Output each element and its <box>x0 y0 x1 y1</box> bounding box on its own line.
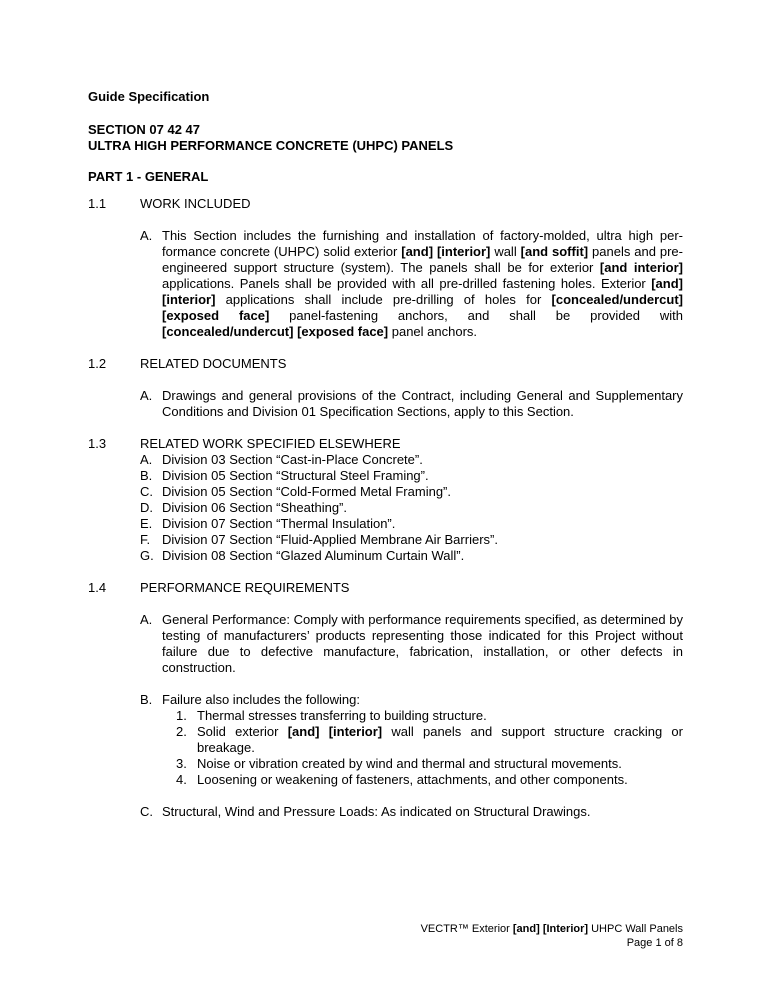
article-number: 1.3 <box>88 436 107 451</box>
paragraph-text <box>162 388 683 420</box>
article-heading <box>88 580 683 596</box>
paragraph-text <box>162 548 683 564</box>
paragraph-label: A. <box>140 612 153 627</box>
article-number: 1.4 <box>88 580 107 595</box>
paragraph-c <box>88 804 683 820</box>
text-run: UHPC Wall Panels <box>588 923 683 935</box>
article-title: RELATED WORK SPECIFIED ELSEWHERE <box>140 436 401 451</box>
article-1-4 <box>88 580 683 820</box>
paragraph-text <box>162 500 683 516</box>
subitem-text <box>197 724 683 756</box>
paragraph-row <box>88 692 683 708</box>
text-run: Loosening or weakening of fasteners, attachments, and other components. <box>197 772 628 787</box>
paragraph-label: C. <box>140 804 153 819</box>
bracketed-option-text: [and interior] <box>599 260 683 275</box>
section-heading <box>88 122 683 154</box>
text-run: Division 07 Section “Fluid-Applied Membrane Air Barriers”. <box>162 532 498 547</box>
text-run: Noise or vibration created by wind and thermal and structural movements. <box>197 756 622 771</box>
bracketed-option-text: [and] [Interior] <box>512 923 589 935</box>
text-run: applications. Panels shall be provided with all pre-drilled fastening holes. Exterior <box>162 276 652 291</box>
paragraph-label: G. <box>140 548 154 563</box>
paragraph-f <box>88 532 683 548</box>
paragraph-row <box>88 228 683 340</box>
footer-page-number: Page 1 of 8 <box>626 937 683 949</box>
text-run: VECTR™ Exterior <box>420 923 513 935</box>
paragraph-e <box>88 516 683 532</box>
doc-title: Guide Specification <box>88 89 210 104</box>
paragraph-a <box>88 452 683 468</box>
paragraph-text <box>162 692 683 708</box>
article-title: RELATED DOCUMENTS <box>140 356 287 371</box>
section-title-line: ULTRA HIGH PERFORMANCE CONCRETE (UHPC) PANELS <box>88 138 454 153</box>
paragraph-label: C. <box>140 484 153 499</box>
text-run: wall <box>490 244 521 259</box>
bracketed-option-text: [and soffit] <box>520 244 589 259</box>
text-run: panels and pre-engineered support structure (system). The panels shall be for exterior <box>162 244 683 275</box>
paragraph-text <box>162 228 683 340</box>
paragraph-c <box>88 484 683 500</box>
text-run: wall panels and support structure cracking or breakage. <box>197 724 683 755</box>
subitem-text <box>197 756 683 772</box>
paragraph-label: D. <box>140 500 153 515</box>
paragraph-g <box>88 548 683 564</box>
paragraph-label: B. <box>140 468 153 483</box>
text-run: Division 03 Section “Cast-in-Place Concrete”. <box>162 452 423 467</box>
text-run: panel anchors. <box>388 324 478 339</box>
article-heading <box>88 356 683 372</box>
subitem-label: 3. <box>176 756 187 771</box>
paragraph-row <box>88 484 683 500</box>
page-footer <box>421 922 683 950</box>
paragraph-a <box>88 228 683 340</box>
document-content <box>88 89 683 836</box>
articles-container <box>88 196 683 820</box>
paragraph-text <box>162 612 683 676</box>
article-1-2 <box>88 356 683 420</box>
paragraph-label: F. <box>140 532 151 547</box>
subitem-3 <box>88 756 683 772</box>
subitem-label: 4. <box>176 772 187 787</box>
text-run: Division 08 Section “Glazed Aluminum Curtain Wall”. <box>162 548 465 563</box>
text-run: Division 05 Section “Structural Steel Framing”. <box>162 468 429 483</box>
text-run: Division 07 Section “Thermal Insulation”. <box>162 516 396 531</box>
text-run: applications shall include pre-drilling of holes for <box>215 292 552 307</box>
text-run: General Performance: Comply with performance requirements specified, as determined by testing of manufacturers’ products representing those indicated for this Project without failure due to defective manufacture, fabrication, installation, or other defects in construction. <box>162 612 683 675</box>
footer-doc-name <box>421 922 683 936</box>
paragraph-b <box>88 692 683 788</box>
paragraph-row <box>88 516 683 532</box>
paragraph-a <box>88 388 683 420</box>
paragraph-row <box>88 452 683 468</box>
subitem-text <box>197 772 683 788</box>
article-number: 1.2 <box>88 356 107 371</box>
text-run: Drawings and general provisions of the Contract, including General and Supplementary Conditions and Division 01 Specification Sections, apply to this Section. <box>162 388 683 419</box>
article-number: 1.1 <box>88 196 107 211</box>
bracketed-option-text: [and] [interior] <box>287 724 383 739</box>
paragraph-label: B. <box>140 692 153 707</box>
paragraph-a <box>88 612 683 676</box>
section-number-line: SECTION 07 42 47 <box>88 122 200 137</box>
article-heading <box>88 436 683 452</box>
text-run: Structural, Wind and Pressure Loads: As indicated on Structural Drawings. <box>162 804 591 819</box>
paragraph-text <box>162 516 683 532</box>
paragraph-row <box>88 612 683 676</box>
subitem-label: 2. <box>176 724 187 739</box>
article-heading <box>88 196 683 212</box>
bracketed-option-text: [concealed/undercut] [exposed face] <box>162 292 683 323</box>
paragraph-text <box>162 804 683 820</box>
paragraph-text <box>162 468 683 484</box>
subitem-text <box>197 708 683 724</box>
paragraph-row <box>88 804 683 820</box>
subitem-2 <box>88 724 683 756</box>
article-1-1 <box>88 196 683 340</box>
paragraph-d <box>88 500 683 516</box>
text-run: Division 06 Section “Sheathing”. <box>162 500 347 515</box>
bracketed-option-text: [concealed/undercut] [exposed face] <box>162 324 389 339</box>
paragraph-row <box>88 548 683 564</box>
paragraph-text <box>162 484 683 500</box>
article-title: WORK INCLUDED <box>140 196 251 211</box>
text-run: Division 05 Section “Cold-Formed Metal Framing”. <box>162 484 451 499</box>
subitem-4 <box>88 772 683 788</box>
paragraph-label: E. <box>140 516 153 531</box>
text-run: Thermal stresses transferring to building structure. <box>197 708 487 723</box>
text-run: panel-fastening anchors, and shall be provided with <box>269 308 683 323</box>
paragraph-row <box>88 532 683 548</box>
paragraph-text <box>162 452 683 468</box>
paragraph-label: A. <box>140 228 153 243</box>
paragraph-row <box>88 388 683 420</box>
part-heading: PART 1 - GENERAL <box>88 169 209 184</box>
paragraph-row <box>88 500 683 516</box>
paragraph-b <box>88 468 683 484</box>
paragraph-text <box>162 532 683 548</box>
bracketed-option-text: [and] [interior] <box>401 244 491 259</box>
paragraph-label: A. <box>140 388 153 403</box>
article-1-3 <box>88 436 683 564</box>
paragraph-label: A. <box>140 452 153 467</box>
subitem-label: 1. <box>176 708 187 723</box>
paragraph-row <box>88 468 683 484</box>
text-run: This Section includes the furnishing and installation of factory-molded, ultra high performance concrete (UHPC) solid exterior <box>162 228 683 259</box>
bracketed-option-text: [and] [interior] <box>162 276 683 307</box>
subitem-1 <box>88 708 683 724</box>
text-run: Solid exterior <box>197 724 288 739</box>
article-title: PERFORMANCE REQUIREMENTS <box>140 580 350 595</box>
text-run: Failure also includes the following: <box>162 692 360 707</box>
